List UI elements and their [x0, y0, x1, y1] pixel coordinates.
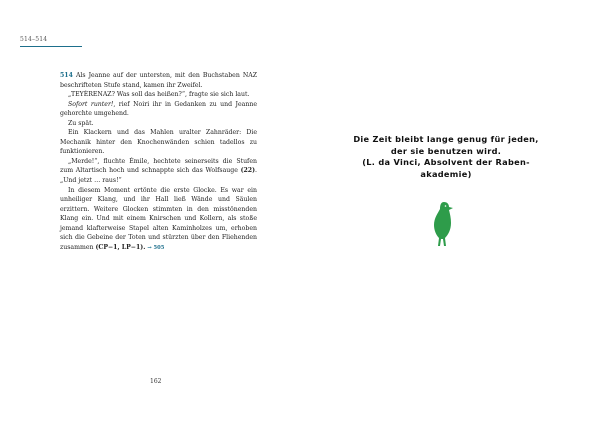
paragraph-2: „TEYÈRENAZ? Was soll das heißen?“, fragte sie sich laut.	[68, 91, 250, 99]
item-reference: (22)	[240, 167, 256, 175]
stat-modifiers: (CP−1, LP−1).	[95, 243, 146, 251]
quote-block	[346, 134, 546, 180]
quote-line-1: Die Zeit bleibt lange genug für jeden,	[353, 134, 539, 144]
paragraph-3	[60, 100, 257, 119]
paragraph-4: Zu spät.	[68, 119, 94, 127]
text-line-7: In diesem Moment ertönte die erste Glocke. Es war ein unheiliger Klang, und ihr Hall ließ Wände und Säulen erzittern. Weitere Glocken stimmten in den misstönenden Klang ein. Und mit einem Knirschen und Kollern, als stoße jemand klafterweise Stapel alten Kaminholzes um, erhoben sich die Gebeine der Toten und stürzten über den Fliehenden zusammen	[60, 186, 257, 251]
header-divider	[20, 46, 82, 47]
paragraph-6	[60, 157, 257, 186]
quote-line-4: akademie)	[420, 168, 472, 179]
raven-icon	[430, 200, 456, 248]
section-number: 514	[60, 72, 73, 79]
text-line-6b: . „Und jetzt … raus!“	[60, 167, 257, 185]
italic-thought: Sofort runter!	[68, 100, 114, 108]
text-line-6: „Merde!“, fluchte Émile, hechtete seinerseits die Stufen zum Altartisch hoch und schnappte sich das Wolfsauge	[60, 157, 257, 175]
goto-505-link[interactable]: → 505	[147, 244, 165, 251]
paragraph-1	[60, 71, 257, 90]
text-line-1: Als Jeanne auf der untersten, mit den Buchstaben NAZ beschrifteten Stufe stand, kamen ihr Zweifel.	[60, 72, 258, 89]
quote-line-2: der sie benutzen wird.	[390, 145, 502, 156]
quote-line-3: (L. da Vinci, Absolvent der Raben-	[362, 157, 530, 167]
paragraph-5: Ein Klackern und das Mahlen uralter Zahnräder: Die Mechanik hinter den Knochenwänden schien tadellos zu funktionieren.	[60, 129, 257, 156]
text-line-3b: , rief Noiri ihr in Gedanken zu und Jeanne gehorchte umgehend.	[60, 100, 257, 118]
page-number: 162	[150, 378, 162, 385]
section-text	[60, 71, 257, 253]
paragraph-7	[60, 186, 257, 254]
page-header-range: 514–514	[20, 36, 48, 43]
